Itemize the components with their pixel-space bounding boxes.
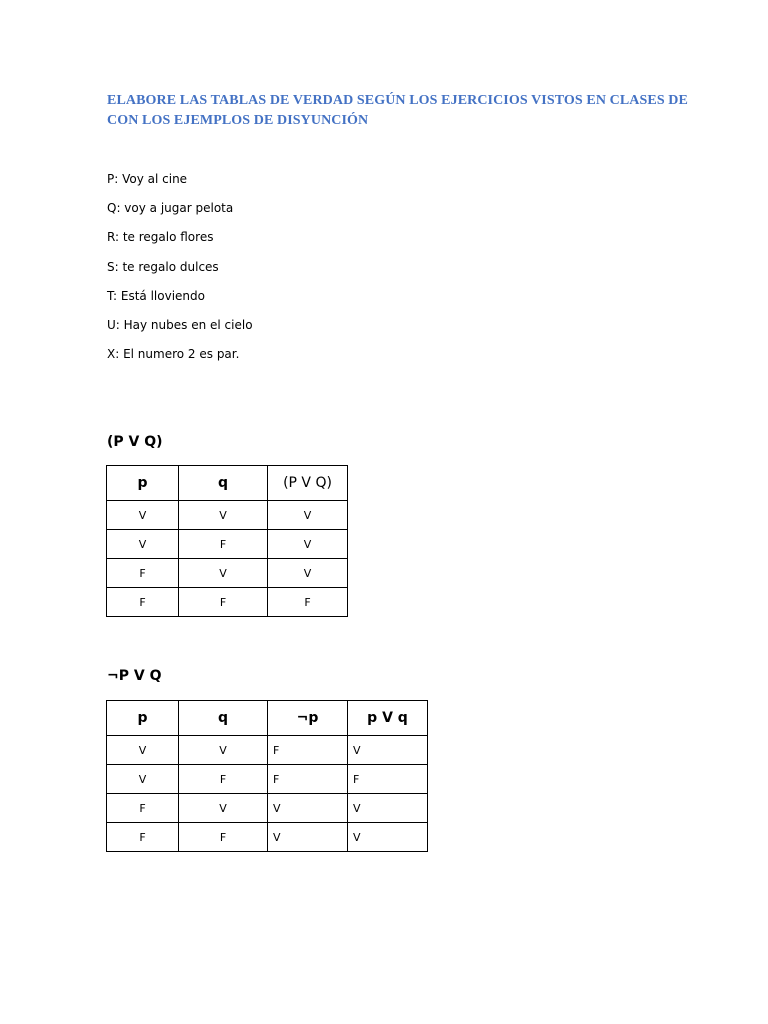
table-cell: F [179, 823, 268, 852]
table-row [107, 823, 428, 852]
table-cell: V [107, 765, 179, 794]
table-cell: V [268, 794, 348, 823]
table-row [107, 765, 428, 794]
table-cell: V [179, 559, 268, 588]
table-cell: F [348, 765, 428, 794]
table-cell: V [348, 736, 428, 765]
table-cell: V [107, 530, 179, 559]
definition-q: Q: voy a jugar pelota [107, 201, 234, 216]
title-line-1: ELABORE LAS TABLAS DE VERDAD SEGÚN LOS EJERCICIOS VISTOS EN CLASES DE [107, 93, 688, 108]
page-title [107, 91, 687, 131]
table-cell: F [107, 794, 179, 823]
table-cell: V [179, 501, 268, 530]
header-p: p [107, 701, 179, 736]
table-row [107, 559, 348, 588]
table-row [107, 794, 428, 823]
table-header-row [107, 701, 428, 736]
proposition-definitions [107, 170, 253, 374]
table-cell: V [348, 794, 428, 823]
table-cell: V [107, 736, 179, 765]
table-cell: V [268, 530, 348, 559]
table-cell: F [107, 559, 179, 588]
table-cell: V [179, 794, 268, 823]
table-cell: F [268, 765, 348, 794]
truth-table-not-p-or-q [106, 700, 428, 852]
table-cell: F [179, 530, 268, 559]
table-cell: V [268, 501, 348, 530]
header-not-p: ¬p [268, 701, 348, 736]
table-cell: F [107, 588, 179, 617]
table-row [107, 736, 428, 765]
table-cell: V [268, 559, 348, 588]
header-q: q [179, 701, 268, 736]
definition-r: R: te regalo flores [107, 230, 214, 245]
definition-u: U: Hay nubes en el cielo [107, 317, 253, 332]
header-p-or-q: p V q [348, 701, 428, 736]
table-cell: V [107, 501, 179, 530]
table-row [107, 530, 348, 559]
table-cell: F [268, 736, 348, 765]
table-row [107, 588, 348, 617]
table-cell: V [268, 823, 348, 852]
truth-table-p-or-q [106, 465, 348, 617]
header-p-or-q: (P V Q) [268, 466, 348, 501]
table-cell: V [348, 823, 428, 852]
table-cell: F [179, 588, 268, 617]
table-header-row [107, 466, 348, 501]
table-cell: F [107, 823, 179, 852]
table-cell: V [179, 736, 268, 765]
header-p: p [107, 466, 179, 501]
definition-t: T: Está lloviendo [107, 288, 205, 303]
definition-s: S: te regalo dulces [107, 259, 219, 274]
table-row [107, 501, 348, 530]
table-cell: F [179, 765, 268, 794]
table1-heading: (P V Q) [107, 434, 163, 450]
table-cell: F [268, 588, 348, 617]
definition-p: P: Voy al cine [107, 172, 188, 186]
title-line-2: CON LOS EJEMPLOS DE DISYUNCIÓN [107, 113, 369, 128]
header-q: q [179, 466, 268, 501]
table2-heading: ¬P V Q [107, 668, 162, 684]
definition-x: X: El numero 2 es par. [107, 347, 240, 362]
